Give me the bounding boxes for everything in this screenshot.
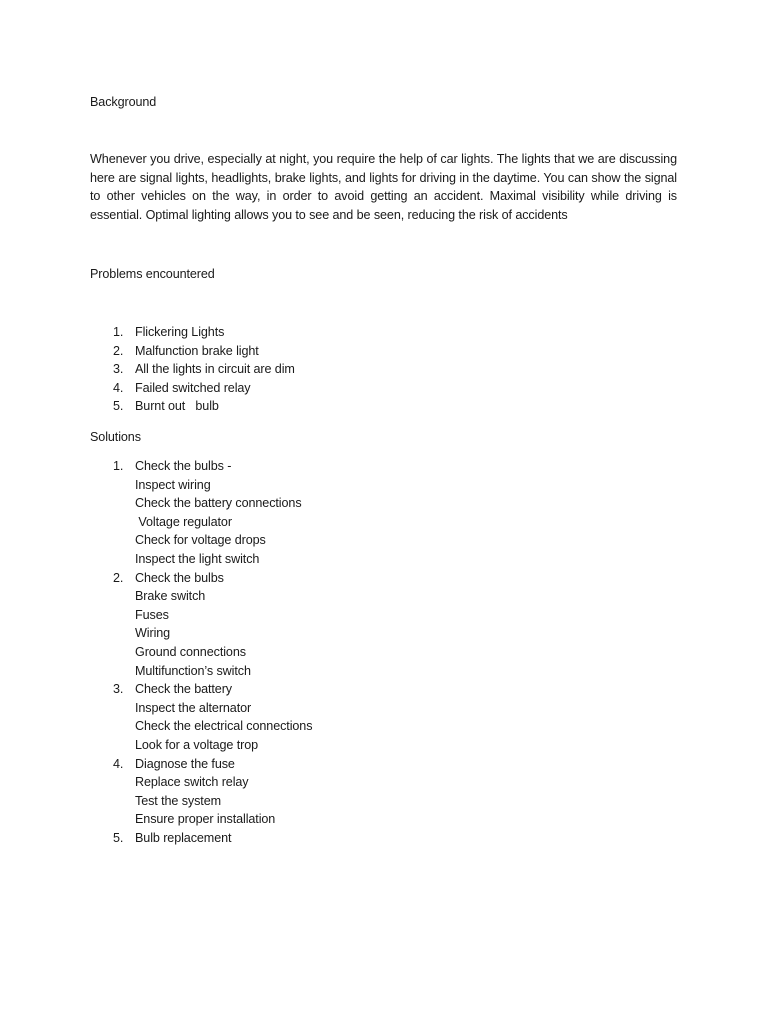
solution-item — [90, 569, 312, 681]
solution-line: Multifunction’s switch — [135, 663, 251, 678]
problem-text: Flickering Lights — [135, 325, 225, 339]
list-number: 1. — [113, 325, 124, 339]
problem-text: Failed switched relay — [135, 380, 251, 395]
problem-item — [90, 323, 295, 342]
problem-text: All the lights in circuit are dim — [135, 362, 295, 377]
solution-line: Test the system — [135, 793, 221, 808]
list-number: 5. — [113, 399, 124, 414]
solution-line: Bulb replacement — [135, 830, 232, 845]
solution-item — [90, 457, 312, 569]
solution-item — [90, 755, 312, 829]
list-number: 4. — [113, 756, 124, 771]
solution-line: Check the electrical connections — [135, 719, 313, 734]
solution-line: Diagnose the fuse — [135, 756, 235, 771]
solution-line: Ground connections — [135, 644, 246, 659]
solution-line: Voltage regulator — [135, 514, 232, 529]
solution-line: Wiring — [135, 626, 171, 641]
solution-line: Replace switch relay — [135, 775, 249, 790]
list-number: 3. — [113, 362, 124, 377]
problem-item — [90, 360, 295, 379]
problems-list — [90, 323, 295, 416]
solution-line: Check the battery — [135, 682, 233, 697]
solutions-heading: Solutions — [90, 430, 141, 444]
solution-line: Check the battery connections — [135, 496, 302, 511]
solution-item — [90, 829, 312, 848]
solution-line: Inspect the alternator — [135, 700, 252, 715]
list-number: 4. — [113, 380, 124, 395]
list-number: 2. — [113, 343, 124, 358]
solution-line: Fuses — [135, 607, 169, 622]
background-paragraph: Whenever you drive, especially at night, you require the help of car lights. The lights that we are discussing here are signal lights, headlights, brake lights, and lights for driving in the daytime. You can show the signal to other vehicles on the way, in order to avoid getting an accident. Maximal visibility while driving is essential. Optimal lighting allows you to see and be seen, reducing the risk of accidents — [90, 152, 677, 222]
solution-item — [90, 680, 312, 754]
list-number: 1. — [113, 459, 124, 473]
problems-heading: Problems encountered — [90, 267, 215, 281]
list-number: 3. — [113, 682, 124, 697]
problem-item — [90, 379, 295, 398]
problem-item — [90, 397, 295, 416]
problem-item — [90, 342, 295, 361]
solutions-list — [90, 457, 312, 847]
list-number: 5. — [113, 830, 124, 845]
solution-line: Check the bulbs — [135, 570, 224, 585]
list-number: 2. — [113, 570, 124, 585]
solution-line: Check the bulbs - — [135, 459, 232, 473]
solution-line: Ensure proper installation — [135, 812, 276, 827]
solution-line: Check for voltage drops — [135, 533, 266, 548]
solution-line: Inspect the light switch — [135, 551, 260, 566]
problem-text: Malfunction brake light — [135, 343, 259, 358]
problem-text: Burnt out bulb — [135, 399, 219, 414]
solution-line: Inspect wiring — [135, 477, 211, 492]
solution-line: Brake switch — [135, 589, 206, 604]
solution-line: Look for a voltage trop — [135, 737, 259, 752]
background-heading: Background — [90, 95, 157, 109]
